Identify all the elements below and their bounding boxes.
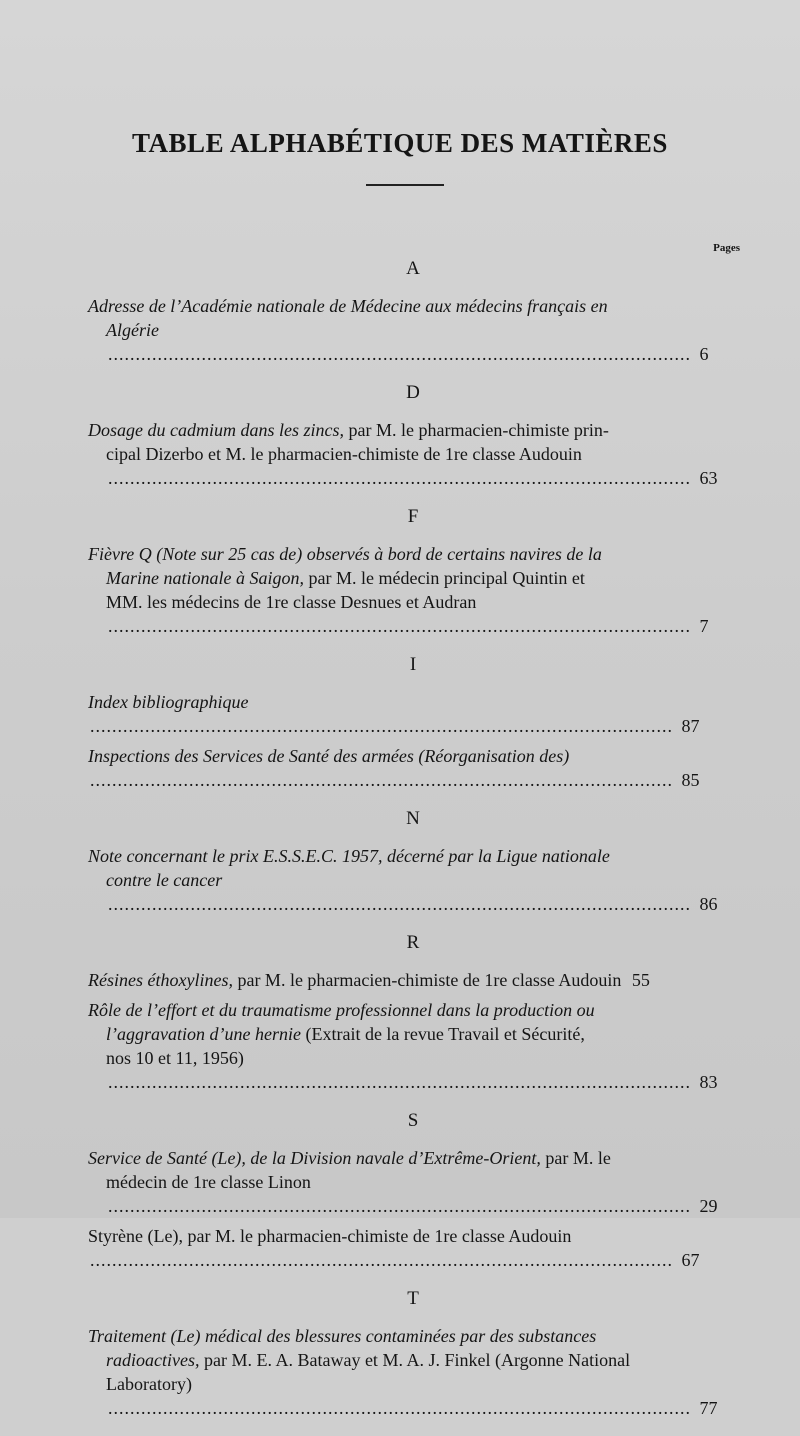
entry-text: Adresse de l’Académie nationale de Médecine aux médecins français en: [88, 296, 608, 316]
section-letter: S: [407, 1110, 419, 1131]
entry-text: Marine nationale à Saigon,: [106, 568, 304, 588]
entry-text: Algérie: [106, 320, 159, 340]
entry-text: radioactives,: [106, 1350, 200, 1370]
entry-text: Résines éthoxylines,: [88, 970, 233, 990]
leader-dots: ..........................................................................................................: [108, 894, 691, 914]
index-entry: [88, 1324, 738, 1420]
page-number: 6: [699, 344, 709, 364]
leader-dots: ..........................................................................................................: [90, 716, 673, 736]
page-number: 85: [681, 770, 700, 790]
index-entry: [88, 418, 738, 490]
entry-text: l’aggravation d’une hernie: [106, 1024, 301, 1044]
index-entry: [88, 294, 738, 366]
entry-text: cipal Dizerbo et M. le pharmacien-chimiste de 1re classe Audouin: [106, 444, 582, 464]
entry-text: par M. le pharmacien-chimiste prin-: [343, 420, 609, 440]
index-entry: [88, 844, 738, 916]
entry-text: par M. le médecin principal Quintin et: [303, 568, 585, 588]
section-letter: T: [407, 1288, 419, 1309]
section-letter: R: [406, 932, 420, 953]
page-number: 63: [699, 468, 718, 488]
page-number: 7: [699, 616, 709, 636]
page-number: 67: [681, 1250, 700, 1270]
entry-text: Traitement (Le) médical des blessures contaminées par des substances: [88, 1326, 597, 1346]
entry-text: contre le cancer: [106, 870, 223, 890]
leader-dots: ..........................................................................................................: [108, 1398, 691, 1418]
section-s: [88, 1110, 738, 1272]
leader-dots: ..........................................................................................................: [108, 1072, 691, 1092]
leader-dots: ..........................................................................................................: [90, 770, 673, 790]
entry-text: Dosage du cadmium dans les zincs,: [88, 420, 344, 440]
entry-text: par M. le: [540, 1148, 611, 1168]
entry-text: Inspections des Services de Santé des armées (Réorganisation des): [88, 746, 570, 766]
index-entry: [88, 690, 738, 738]
section-n: [88, 808, 738, 916]
title-rule: [366, 184, 444, 186]
page-number: 77: [699, 1398, 718, 1418]
section-i: [88, 654, 738, 792]
section-d: [88, 382, 738, 490]
leader-dots: ..........................................................................................................: [108, 468, 691, 488]
index-entry: [88, 1146, 738, 1218]
page-number: 87: [681, 716, 700, 736]
entry-text: Fièvre Q (Note sur 25 cas de) observés à bord de certains navires de la: [88, 544, 602, 564]
index-content: [88, 258, 738, 1436]
section-letter: A: [406, 258, 420, 279]
page-title: TABLE ALPHABÉTIQUE DES MATIÈRES: [132, 128, 668, 158]
index-entry: [88, 998, 738, 1094]
page-number: 83: [699, 1072, 718, 1092]
entry-text: Note concernant le prix E.S.S.E.C. 1957, décerné par la Ligue nationale: [88, 846, 610, 866]
index-entry: [88, 542, 738, 638]
section-letter: I: [409, 654, 417, 675]
section-t: [88, 1288, 738, 1420]
index-entry: [88, 744, 738, 792]
entry-text: médecin de 1re classe Linon: [106, 1172, 311, 1192]
page-number: 29: [699, 1196, 718, 1216]
leader-dots: ..........................................................................................................: [108, 344, 691, 364]
entry-text: Index bibliographique: [88, 692, 249, 712]
pages-column-label: Pages: [713, 242, 740, 254]
section-r: [88, 932, 738, 1094]
entry-text: (Extrait de la revue Travail et Sécurité,: [300, 1024, 585, 1044]
page-number: 55: [631, 970, 650, 990]
section-letter: D: [406, 382, 420, 403]
leader-dots: ..........................................................................................................: [108, 1196, 691, 1216]
index-entry: [88, 968, 738, 992]
section-letter: F: [407, 506, 419, 527]
entry-text: Styrène (Le), par M. le pharmacien-chimiste de 1re classe Audouin: [88, 1226, 572, 1246]
leader-dots: ..........................................................................................................: [90, 1250, 673, 1270]
entry-text: Rôle de l’effort et du traumatisme professionnel dans la production ou: [88, 1000, 595, 1020]
leader-dots: ..........................................................................................................: [108, 616, 691, 636]
section-a: [88, 258, 738, 366]
section-letter: N: [406, 808, 420, 829]
page-number: 86: [699, 894, 718, 914]
entry-text: par M. le pharmacien-chimiste de 1re classe Audouin: [232, 970, 622, 990]
entry-text: Laboratory): [106, 1374, 192, 1394]
entry-text: nos 10 et 11, 1956): [106, 1048, 244, 1068]
entry-text: Service de Santé (Le), de la Division navale d’Extrême-Orient,: [88, 1148, 541, 1168]
index-entry: [88, 1224, 738, 1272]
entry-text: MM. les médecins de 1re classe Desnues et Audran: [106, 592, 477, 612]
entry-text: par M. E. A. Bataway et M. A. J. Finkel (Argonne National: [199, 1350, 631, 1370]
section-f: [88, 506, 738, 638]
